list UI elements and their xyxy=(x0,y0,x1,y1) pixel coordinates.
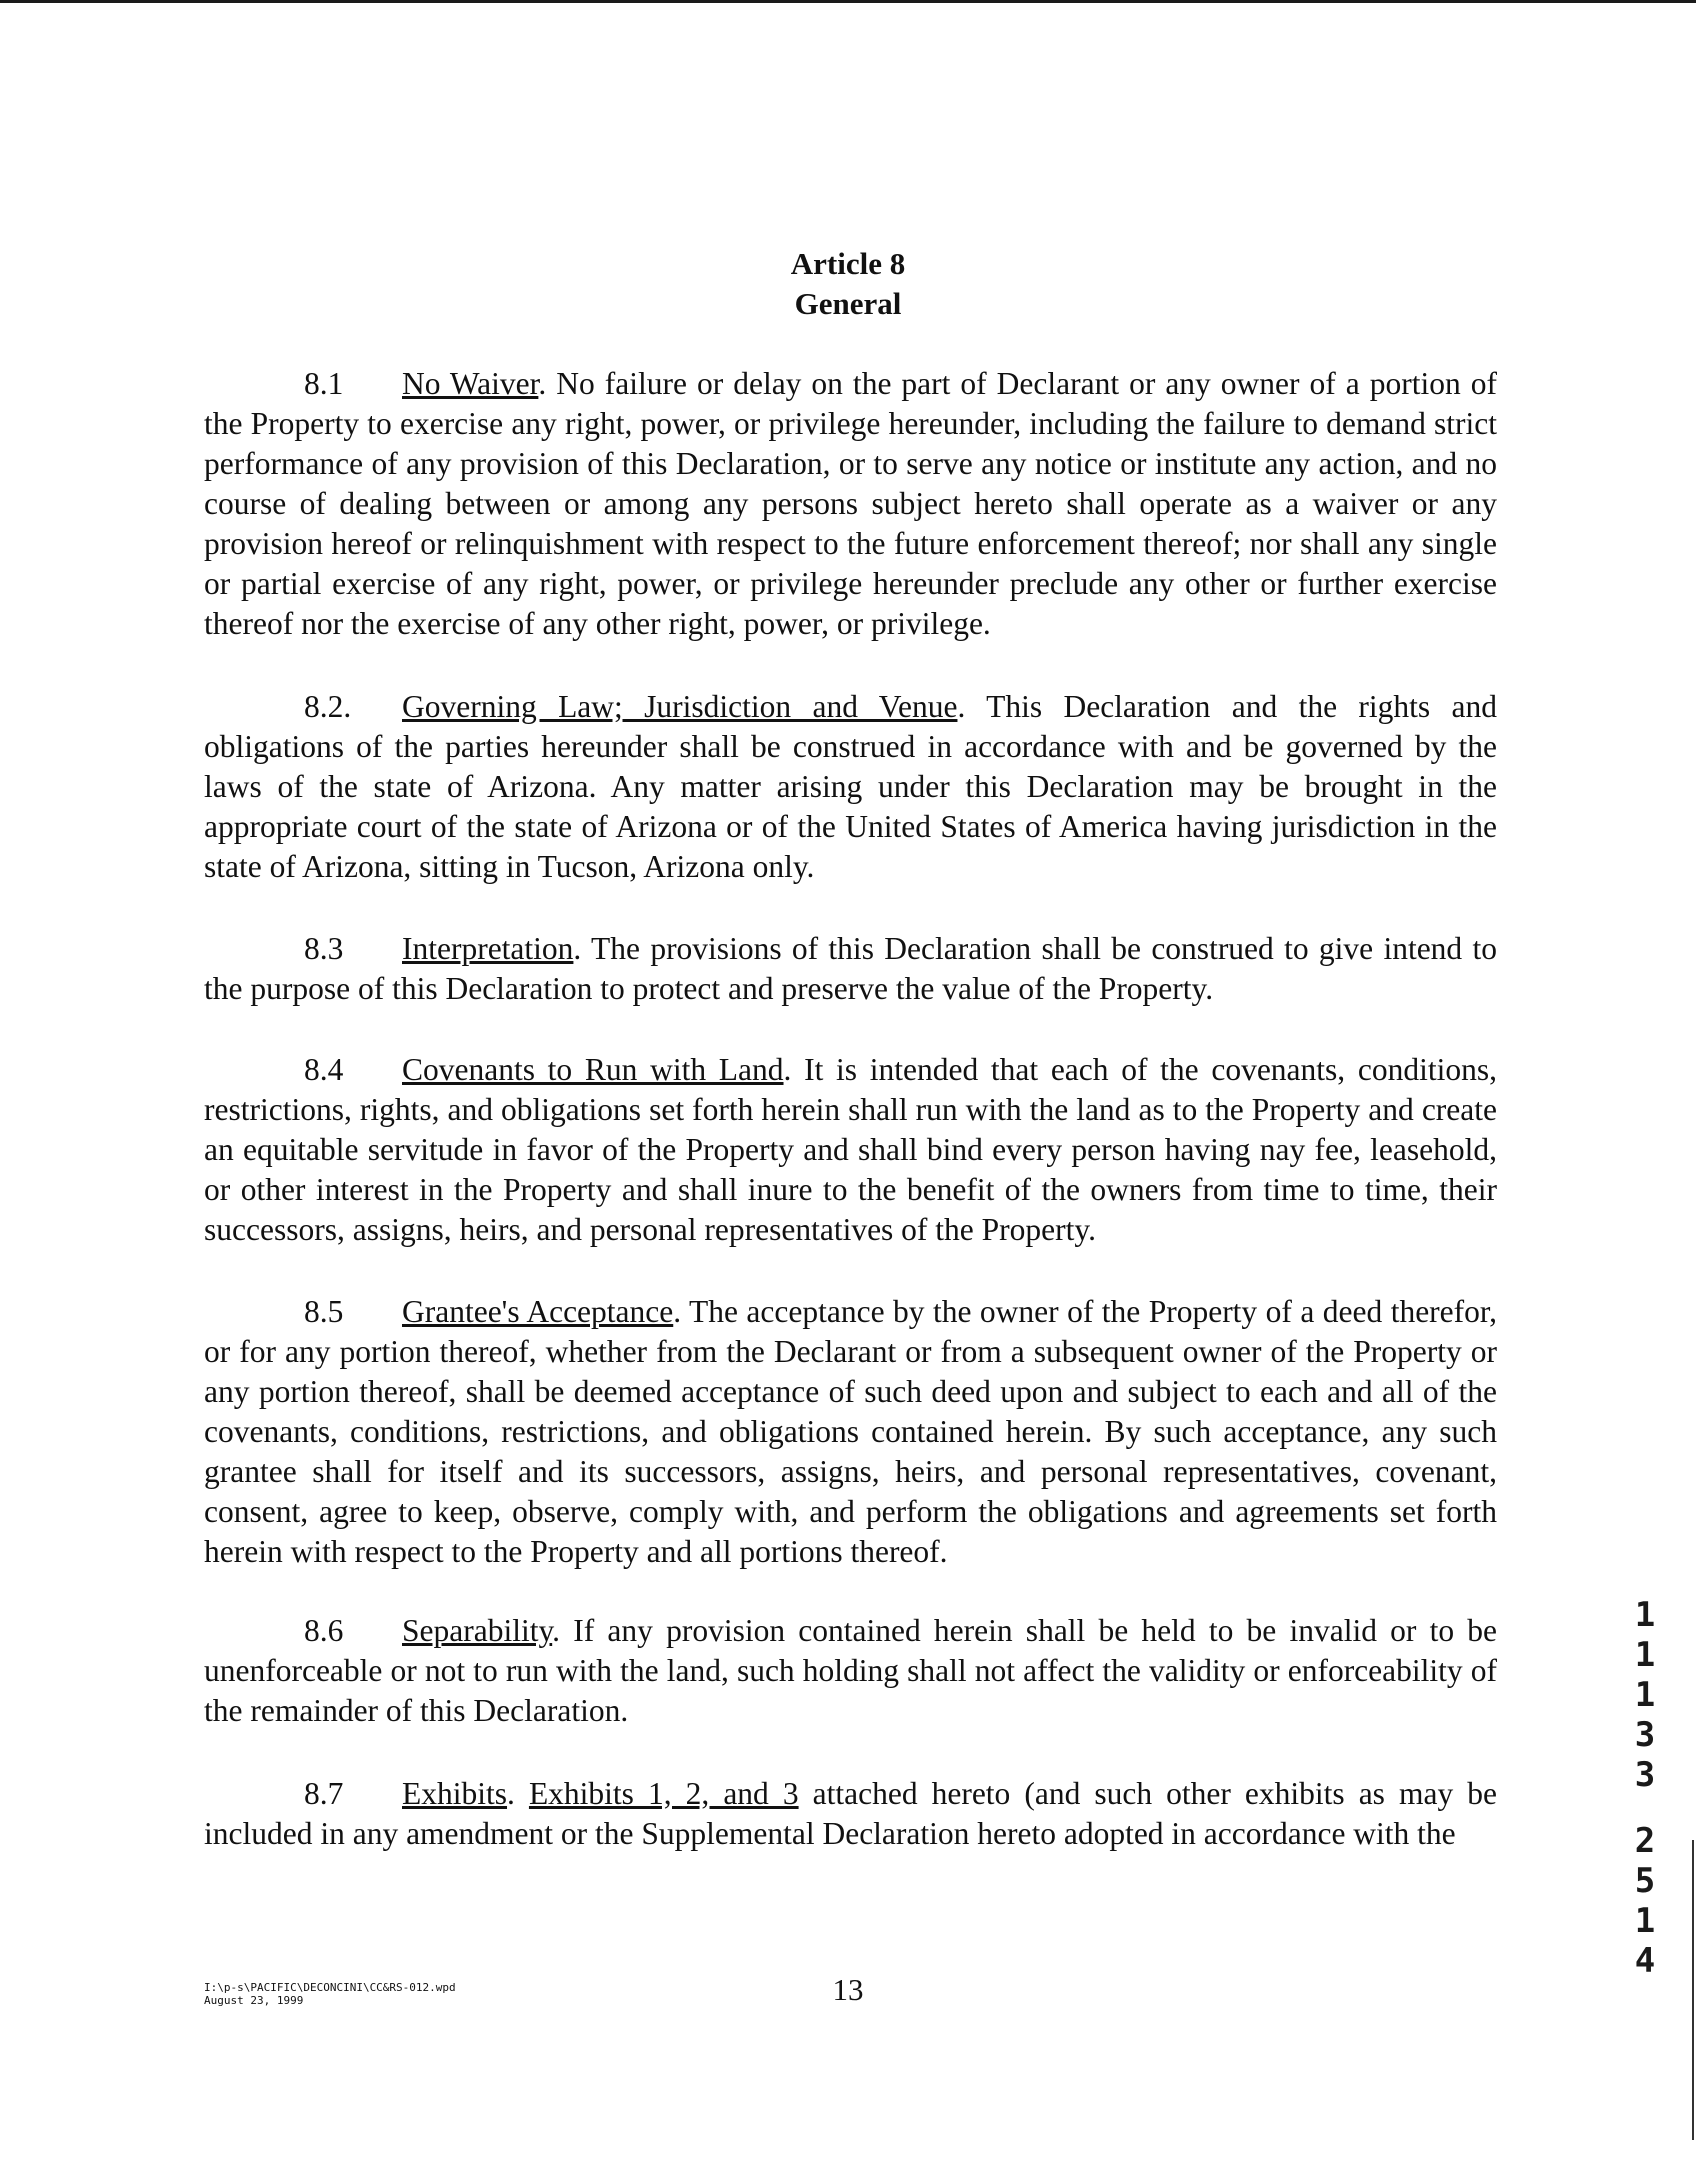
section-8-4 xyxy=(204,1050,1497,1250)
section-number: 8.3 xyxy=(304,931,344,966)
section-heading: Exhibits xyxy=(402,1776,508,1811)
section-number: 8.5 xyxy=(304,1294,344,1329)
section-8-6 xyxy=(204,1611,1497,1731)
section-heading: Covenants to Run with Land xyxy=(402,1052,784,1087)
section-heading: No Waiver xyxy=(402,366,539,401)
section-8-3 xyxy=(204,929,1497,1009)
footer-date: August 23, 1999 xyxy=(204,1994,304,2007)
article-number: Article 8 xyxy=(790,246,906,281)
section-number: 8.4 xyxy=(304,1052,344,1087)
stamp-digit: 4 xyxy=(1634,1941,1656,1981)
section-separator: . xyxy=(507,1776,529,1811)
footer-file-path: I:\p-s\PACIFIC\DECONCINI\CC&RS-012.wpd xyxy=(204,1981,456,1994)
recording-stamp-number xyxy=(1630,1595,1660,1981)
stamp-digit: 5 xyxy=(1634,1861,1656,1901)
section-heading: Governing Law; Jurisdiction and Venue xyxy=(402,689,958,724)
section-8-2 xyxy=(204,687,1497,887)
section-number: 8.7 xyxy=(304,1776,344,1811)
page-number: 13 xyxy=(832,1972,864,2007)
section-heading: Grantee's Acceptance xyxy=(402,1294,674,1329)
stamp-digit: 3 xyxy=(1634,1755,1656,1795)
section-text: . If any provision contained herein shall be held to be invalid or to be unenforceable or not to run with the land, such holding shall not affect the validity or enforceability of the remainder of this Declaration. xyxy=(204,1613,1497,1728)
section-text: attached hereto (and such other exhibits as may be included in any amendment or the Supplemental Declaration hereto adopted in accordance with the xyxy=(204,1776,1497,1851)
stamp-gap xyxy=(1630,1795,1660,1821)
section-text: . No failure or delay on the part of Declarant or any owner of a portion of the Property to exercise any right, power, or privilege hereunder, including the failure to demand strict performance of any provision of this Declaration, or to serve any notice or institute any action, and no course of dealing between or among any persons subject hereto shall operate as a waiver or any provision hereof or relinquishment with respect to the future enforcement thereof; nor shall any single or partial exercise of any right, power, or privilege hereunder preclude any other or further exercise thereof nor the exercise of any other right, power, or privilege. xyxy=(204,366,1498,641)
stamp-digit: 1 xyxy=(1634,1675,1656,1715)
section-8-5 xyxy=(204,1292,1497,1572)
stamp-digit: 3 xyxy=(1634,1715,1656,1755)
stamp-digit: 2 xyxy=(1634,1821,1656,1861)
section-text: . This Declaration and the rights and obligations of the parties hereunder shall be construed in accordance with and be governed by the laws of the state of Arizona. Any matter arising under this Declaration may be brought in the appropriate court of the state of Arizona or of the United States of America having jurisdiction in the state of Arizona, sitting in Tucson, Arizona only. xyxy=(204,689,1497,884)
section-heading: Interpretation xyxy=(402,931,574,966)
section-number: 8.1 xyxy=(304,366,344,401)
stamp-digit: 1 xyxy=(1634,1901,1656,1941)
stamp-digit: 1 xyxy=(1634,1635,1656,1675)
section-text: . The acceptance by the owner of the Property of a deed therefor, or for any portion thereof, whether from the Declarant or from a subsequent owner of the Property or any portion thereof, shall be deemed acceptance of such deed upon and subject to each and all of the covenants, conditions, restrictions, and obligations contained herein. By such acceptance, any such grantee shall for itself and its successors, assigns, heirs, and personal representatives, covenant, consent, agree to keep, observe, comply with, and perform the obligations and agreements set forth herein with respect to the Property and all portions thereof. xyxy=(204,1294,1497,1569)
stamp-digit: 1 xyxy=(1634,1595,1656,1635)
section-heading: Separability xyxy=(402,1613,553,1648)
section-text: . The provisions of this Declaration shall be construed to give intend to the purpose of this Declaration to protect and preserve the value of the Property. xyxy=(204,931,1497,1006)
section-8-7 xyxy=(204,1774,1497,1854)
article-title: General xyxy=(794,286,902,321)
section-8-1 xyxy=(204,364,1497,644)
section-text: . It is intended that each of the covenants, conditions, restrictions, rights, and obligations set forth herein shall run with the land as to the Property and create an equitable servitude in favor of the Property and shall bind every person having nay fee, leasehold, or other interest in the Property and shall inure to the benefit of the owners from time to time, their successors, assigns, heirs, and personal representatives of the Property. xyxy=(204,1052,1497,1247)
exhibit-reference: Exhibits 1, 2, and 3 xyxy=(528,1776,799,1811)
section-number: 8.6 xyxy=(304,1613,344,1648)
top-border-line xyxy=(0,0,1696,3)
section-number: 8.2. xyxy=(304,689,352,724)
